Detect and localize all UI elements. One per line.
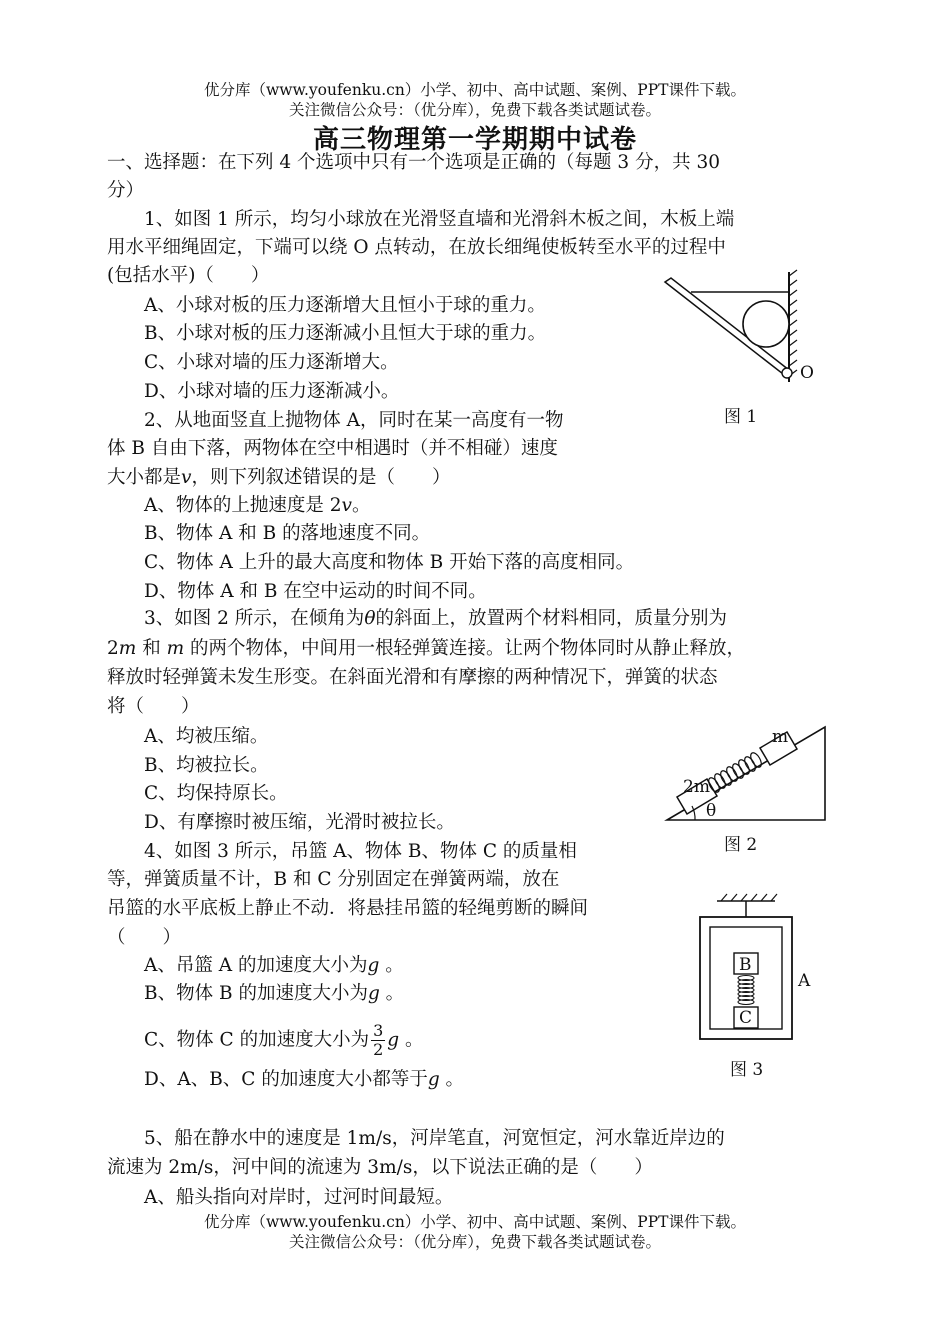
figure-3-label-a: A <box>798 971 811 991</box>
q2-option-c: C、物体 A 上升的最大高度和物体 B 开始下落的高度相同。 <box>144 552 635 573</box>
q3-option-c: C、均保持原长。 <box>144 783 288 804</box>
figure-3-label-c: C <box>739 1008 753 1028</box>
q2-option-a: A、物体的上抛速度是 2v。 <box>144 495 371 516</box>
section-heading-cont: 分） <box>107 180 145 201</box>
q3-option-b: B、均被拉长。 <box>144 755 269 776</box>
q1-option-c: C、小球对墙的压力逐渐增大。 <box>144 352 399 373</box>
q3-stem-4: 将（ ） <box>107 696 200 717</box>
footer-line-2: 关注微信公众号：（优分库），免费下载各类试题试卷。 <box>288 1233 661 1251</box>
q4-stem-1: 4、如图 3 所示，吊篮 A、物体 B、物体 C 的质量相 <box>144 841 577 862</box>
q2-stem-2: 体 B 自由下落，两物体在空中相遇时（并不相碰）速度 <box>107 438 558 459</box>
q4-option-c: C、物体 C 的加速度大小为 $\frac{3}{2}$ g 。 <box>144 1021 424 1059</box>
q2-stem-1: 2、从地面竖直上抛物体 A，同时在某一高度有一物 <box>144 410 564 431</box>
figure-2-incline-spring <box>665 725 835 825</box>
page-title: 高三物理第一学期期中试卷 <box>312 125 637 155</box>
figure-2-label-2m: 2m <box>683 777 710 797</box>
q1-stem-1: 1、如图 1 所示，均匀小球放在光滑竖直墙和光滑斜木板之间，木板上端 <box>144 209 735 230</box>
q2-option-b: B、物体 A 和 B 的落地速度不同。 <box>144 523 431 544</box>
figure-2-caption: 图 2 <box>724 835 758 855</box>
header-line-1: 优分库（www.youfenku.cn）小学、初中、高中试题、案例、PPT课件下载。 <box>203 81 747 99</box>
q4-stem-2: 等，弹簧质量不计，B 和 C 分别固定在弹簧两端，放在 <box>107 869 560 890</box>
figure-1-label-o: O <box>800 363 814 383</box>
q4-stem-3: 吊篮的水平底板上静止不动．将悬挂吊篮的轻绳剪断的瞬间 <box>107 898 589 919</box>
q5-option-a: A、船头指向对岸时，过河时间最短。 <box>144 1187 454 1208</box>
footer-line-1: 优分库（www.youfenku.cn）小学、初中、高中试题、案例、PPT课件下载。 <box>203 1213 747 1231</box>
q1-option-a: A、小球对板的压力逐渐增大且恒小于球的重力。 <box>144 295 546 316</box>
q3-option-d: D、有摩擦时被压缩，光滑时被拉长。 <box>144 812 455 833</box>
q3-stem-1: 3、如图 2 所示，在倾角为θ的斜面上，放置两个材料相同，质量分别为 <box>144 608 727 629</box>
figure-3-caption: 图 3 <box>730 1060 764 1080</box>
q4-stem-4: （ ） <box>107 927 182 948</box>
figure-2-label-theta: θ <box>706 801 717 821</box>
figure-3-label-b: B <box>739 955 752 975</box>
header-line-2: 关注微信公众号：（优分库），免费下载各类试题试卷。 <box>288 101 661 119</box>
q5-stem-2: 流速为 2m/s，河中间的流速为 3m/s，以下说法正确的是（ ） <box>107 1157 653 1178</box>
q1-option-b: B、小球对板的压力逐渐减小且恒大于球的重力。 <box>144 323 547 344</box>
q4-option-d: D、A、B、C 的加速度大小都等于g 。 <box>144 1069 465 1090</box>
q1-stem-3: (包括水平)（ ） <box>107 265 270 286</box>
fraction-three-halves: $\frac{3}{2}$ <box>373 1021 384 1059</box>
q1-stem-2: 用水平细绳固定，下端可以绕 O 点转动，在放长细绳使板转至水平的过程中 <box>107 237 726 258</box>
q4-option-b: B、物体 B 的加速度大小为g 。 <box>144 983 405 1004</box>
q3-stem-3: 释放时轻弹簧未发生形变。在斜面光滑和有摩擦的两种情况下，弹簧的状态 <box>107 667 718 688</box>
section-heading: 一、选择题：在下列 4 个选项中只有一个选项是正确的（每题 3 分，共 30 <box>107 152 720 173</box>
q5-stem-1: 5、船在静水中的速度是 1m/s，河岸笔直，河宽恒定，河水靠近岸边的 <box>144 1128 725 1149</box>
figure-1-caption: 图 1 <box>724 407 758 427</box>
q2-option-d: D、物体 A 和 B 在空中运动的时间不同。 <box>144 581 487 602</box>
figure-2-label-m: m <box>772 727 789 747</box>
q4-option-a: A、吊篮 A 的加速度大小为g 。 <box>144 955 404 976</box>
q2-stem-3: 大小都是v，则下列叙述错误的是（ ） <box>107 467 451 488</box>
q3-option-a: A、均被压缩。 <box>144 726 269 747</box>
q3-stem-2: 2m 和 m 的两个物体，中间用一根轻弹簧连接。让两个物体同时从静止释放， <box>107 638 746 659</box>
q1-option-d: D、小球对墙的压力逐渐减小。 <box>144 381 400 402</box>
